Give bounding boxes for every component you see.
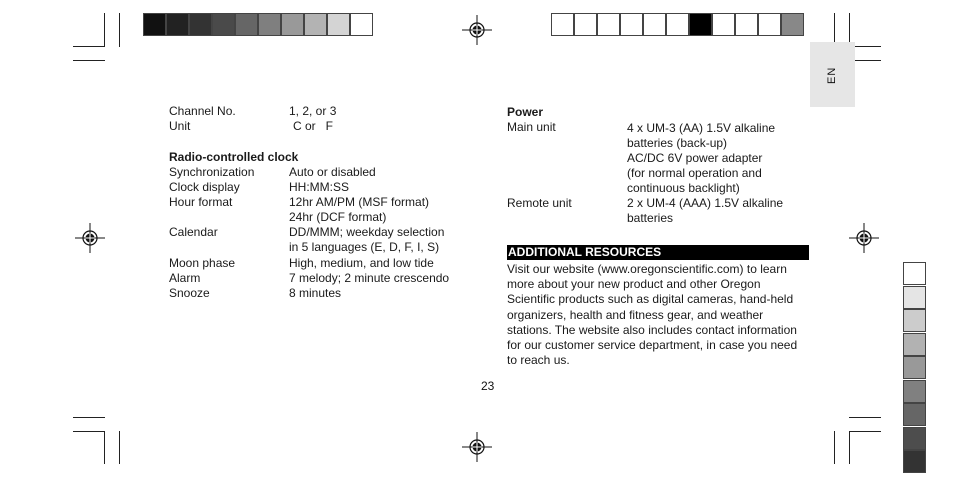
- color-swatch: [903, 380, 926, 403]
- main-unit-value: batteries (back-up): [627, 136, 728, 150]
- spec-value: Auto or disabled: [289, 165, 376, 179]
- registration-mark-top-icon: [462, 15, 492, 45]
- color-swatch: [903, 286, 926, 309]
- unit-value: C or F: [293, 119, 334, 133]
- main-unit-value: continuous backlight): [627, 181, 740, 195]
- spec-value: 8 minutes: [289, 286, 342, 300]
- color-swatch: [903, 427, 926, 450]
- color-swatch: [235, 13, 258, 36]
- additional-resources-body: Visit our website (www.oregonscientific.com) to learn more about your new product and other Oregon Scientific products such as digital cameras, hand-held organizers, health and fitness gear, and weather stations. The website also includes contact information for our customer service department, in case you need to reach us.: [507, 262, 798, 368]
- color-swatch: [903, 333, 926, 356]
- color-swatch: [620, 13, 643, 36]
- spec-value: in 5 languages (E, D, F, I, S): [289, 240, 440, 254]
- color-swatch: [903, 403, 926, 426]
- color-swatch: [166, 13, 189, 36]
- color-swatch: [689, 13, 712, 36]
- remote-unit-value: batteries: [627, 211, 674, 225]
- remote-unit-value: 2 x UM-4 (AAA) 1.5V alkaline: [627, 196, 784, 210]
- color-swatch: [281, 13, 304, 36]
- spec-value: 7 melody; 2 minute crescendo: [289, 271, 450, 285]
- channel-value: 1, 2, or 3: [289, 104, 337, 118]
- color-swatch: [212, 13, 235, 36]
- spec-value: 24hr (DCF format): [289, 210, 387, 224]
- additional-resources-heading-bar: [507, 245, 809, 260]
- spec-value: DD/MMM; weekday selection: [289, 225, 445, 239]
- color-swatch: [666, 13, 689, 36]
- color-swatch: [735, 13, 758, 36]
- color-swatch: [258, 13, 281, 36]
- registration-mark-left-icon: [75, 223, 105, 253]
- registration-mark-bottom-icon: [462, 432, 492, 462]
- color-swatch: [304, 13, 327, 36]
- color-swatch: [597, 13, 620, 36]
- color-swatch: [758, 13, 781, 36]
- page-number: 23: [481, 379, 495, 393]
- spec-value: High, medium, and low tide: [289, 256, 434, 270]
- color-swatch: [903, 450, 926, 473]
- remote-unit-label: Remote unit: [507, 196, 572, 210]
- main-unit-value: AC/DC 6V power adapter: [627, 151, 763, 165]
- color-swatch: [327, 13, 350, 36]
- main-unit-label: Main unit: [507, 120, 556, 134]
- main-unit-value: 4 x UM-3 (AA) 1.5V alkaline: [627, 121, 776, 135]
- spec-label: Alarm: [169, 271, 201, 285]
- spec-label: Calendar: [169, 225, 218, 239]
- spec-label: Synchronization: [169, 165, 255, 179]
- color-swatch: [903, 309, 926, 332]
- spec-value: HH:MM:SS: [289, 180, 349, 194]
- language-tab-label: EN: [826, 66, 838, 84]
- spec-label: Hour format: [169, 195, 233, 209]
- color-swatch: [350, 13, 373, 36]
- color-swatch: [189, 13, 212, 36]
- spec-label: Snooze: [169, 286, 210, 300]
- color-swatch: [143, 13, 166, 36]
- color-swatch: [712, 13, 735, 36]
- power-heading: Power: [507, 105, 544, 119]
- unit-label: Unit: [169, 119, 191, 133]
- registration-mark-right-icon: [849, 223, 879, 253]
- color-swatch: [643, 13, 666, 36]
- spec-label: Moon phase: [169, 256, 236, 270]
- channel-label: Channel No.: [169, 104, 236, 118]
- color-swatch: [781, 13, 804, 36]
- spec-value: 12hr AM/PM (MSF format): [289, 195, 430, 209]
- color-swatch: [903, 262, 926, 285]
- color-swatch: [574, 13, 597, 36]
- rcc-heading: Radio-controlled clock: [169, 150, 299, 164]
- spec-label: Clock display: [169, 180, 240, 194]
- additional-resources-heading: ADDITIONAL RESOURCES: [508, 245, 662, 259]
- color-swatch: [551, 13, 574, 36]
- color-swatch: [903, 356, 926, 379]
- main-unit-value: (for normal operation and: [627, 166, 762, 180]
